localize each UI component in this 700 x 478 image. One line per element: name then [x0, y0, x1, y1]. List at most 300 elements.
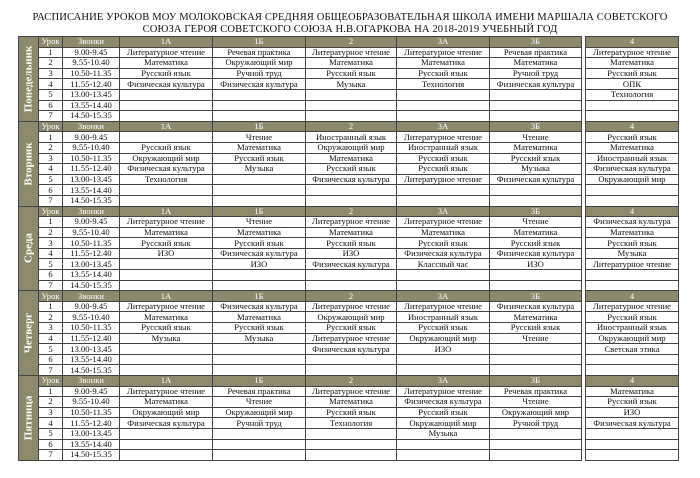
subject-cell: Математика: [490, 312, 582, 323]
day-header-row: [19, 291, 679, 302]
subject-cell: Иностранный язык: [586, 153, 679, 164]
subject-cell: [213, 100, 306, 111]
day-name: Понедельник: [22, 45, 34, 113]
lesson-row: [19, 439, 679, 450]
lesson-time: 9.00-9.45: [63, 386, 120, 397]
lesson-time: 9.00-9.45: [63, 132, 120, 143]
subject-cell: Математика: [490, 142, 582, 153]
subject-cell: Физическая культура: [213, 248, 306, 259]
subject-cell: Русский язык: [306, 164, 397, 175]
subject-cell: Физическая культура: [306, 259, 397, 270]
class-header: 1Б: [213, 291, 306, 302]
class-header: 4: [586, 206, 679, 217]
subject-cell: Окружающий мир: [397, 333, 490, 344]
lesson-row: [19, 397, 679, 408]
subject-cell: [306, 111, 397, 122]
lesson-number: 6: [39, 100, 63, 111]
lesson-row: [19, 354, 679, 365]
subject-cell: [490, 89, 582, 100]
subject-cell: [213, 111, 306, 122]
class-header: 3А: [397, 121, 490, 132]
lesson-time: 9.55-10.40: [63, 397, 120, 408]
subject-cell: Физическая культура: [586, 164, 679, 175]
subject-cell: ИЗО: [213, 259, 306, 270]
lesson-time: 9.00-9.45: [63, 301, 120, 312]
subject-cell: Литературное чтение: [397, 217, 490, 228]
subject-cell: [306, 450, 397, 461]
lesson-row: [19, 386, 679, 397]
lesson-number: 7: [39, 111, 63, 122]
lesson-number: 1: [39, 386, 63, 397]
subject-cell: Математика: [586, 227, 679, 238]
subject-cell: Чтение: [213, 217, 306, 228]
lesson-number: 7: [39, 195, 63, 206]
subject-cell: [306, 428, 397, 439]
subject-cell: Математика: [397, 58, 490, 69]
lesson-number: 1: [39, 47, 63, 58]
subject-cell: Русский язык: [586, 397, 679, 408]
day-header-row: [19, 376, 679, 387]
lesson-row: [19, 153, 679, 164]
lesson-time: 10.50-11.35: [63, 238, 120, 249]
class-header: 4: [586, 37, 679, 48]
subject-cell: Технология: [306, 418, 397, 429]
subject-cell: ИЗО: [586, 407, 679, 418]
subject-cell: Речевая практика: [490, 386, 582, 397]
subject-cell: Литературное чтение: [397, 174, 490, 185]
subject-cell: Физическая культура: [213, 79, 306, 90]
class-header: 3А: [397, 376, 490, 387]
lesson-row: [19, 227, 679, 238]
subject-cell: Физическая культура: [306, 174, 397, 185]
subject-cell: Математика: [586, 142, 679, 153]
schedule-title-line1: РАСПИСАНИЕ УРОКОВ МОУ МОЛОКОВСКАЯ СРЕДНЯЯ ОБЩЕОБРАЗОВАТЕЛЬНАЯ ШКОЛА ИМЕНИ МАРШАЛА СОВЕТСКОГО: [32, 12, 668, 23]
subject-cell: Русский язык: [306, 407, 397, 418]
subject-cell: Классный час: [397, 259, 490, 270]
subject-cell: Русский язык: [306, 323, 397, 334]
lesson-number: 3: [39, 323, 63, 334]
lesson-row: [19, 428, 679, 439]
subject-cell: Литературное чтение: [397, 386, 490, 397]
lesson-time: 10.50-11.35: [63, 323, 120, 334]
subject-cell: [120, 428, 213, 439]
lesson-row: [19, 333, 679, 344]
subject-cell: Литературное чтение: [120, 217, 213, 228]
subject-cell: [213, 89, 306, 100]
subject-cell: [213, 185, 306, 196]
subject-cell: Литературное чтение: [397, 47, 490, 58]
subject-cell: Математика: [586, 386, 679, 397]
subject-cell: Математика: [213, 142, 306, 153]
lesson-number: 3: [39, 407, 63, 418]
lesson-time: 13.55-14.40: [63, 185, 120, 196]
lesson-number: 4: [39, 164, 63, 175]
class-header: 3Б: [490, 291, 582, 302]
subject-cell: Физическая культура: [586, 418, 679, 429]
bells-header: Звонки: [63, 291, 120, 302]
subject-cell: Иностранный язык: [306, 132, 397, 143]
day-name: Вторник: [22, 142, 34, 186]
class-header: 3Б: [490, 121, 582, 132]
subject-cell: Литературное чтение: [306, 386, 397, 397]
subject-cell: Математика: [120, 227, 213, 238]
subject-cell: [490, 111, 582, 122]
subject-cell: Окружающий мир: [586, 174, 679, 185]
subject-cell: Русский язык: [397, 153, 490, 164]
lesson-time: 10.50-11.35: [63, 407, 120, 418]
subject-cell: [306, 439, 397, 450]
subject-cell: ОПК: [586, 79, 679, 90]
lesson-time: 11.55-12.40: [63, 79, 120, 90]
subject-cell: Физическая культура: [120, 418, 213, 429]
lesson-time: 9.00-9.45: [63, 217, 120, 228]
subject-cell: Иностранный язык: [586, 323, 679, 334]
subject-cell: Русский язык: [213, 323, 306, 334]
subject-cell: [490, 439, 582, 450]
day-header-row: [19, 206, 679, 217]
bells-header: Звонки: [63, 206, 120, 217]
bells-header: Звонки: [63, 37, 120, 48]
subject-cell: Ручной труд: [213, 418, 306, 429]
lesson-time: 11.55-12.40: [63, 333, 120, 344]
subject-cell: Физическая культура: [306, 344, 397, 355]
day-header-row: [19, 121, 679, 132]
class-header: 2: [306, 121, 397, 132]
subject-cell: Музыка: [397, 428, 490, 439]
day-label: [19, 37, 39, 122]
lesson-number: 1: [39, 301, 63, 312]
subject-cell: Русский язык: [397, 164, 490, 175]
subject-cell: Русский язык: [490, 323, 582, 334]
subject-cell: Физическая культура: [490, 174, 582, 185]
lesson-row: [19, 418, 679, 429]
lesson-number: 1: [39, 217, 63, 228]
subject-cell: Математика: [306, 397, 397, 408]
lesson-time: 13.55-14.40: [63, 270, 120, 281]
lesson-number: 5: [39, 174, 63, 185]
subject-cell: [397, 270, 490, 281]
lesson-row: [19, 47, 679, 58]
lesson-row: [19, 259, 679, 270]
lesson-row: [19, 89, 679, 100]
subject-cell: [490, 450, 582, 461]
lesson-row: [19, 79, 679, 90]
subject-cell: [490, 354, 582, 365]
subject-cell: Математика: [586, 58, 679, 69]
lesson-time: 13.00-13.45: [63, 174, 120, 185]
subject-cell: Ручной труд: [490, 68, 582, 79]
day-name: Пятница: [22, 395, 34, 441]
subject-cell: Окружающий мир: [490, 407, 582, 418]
lesson-row: [19, 132, 679, 143]
class-header: 4: [586, 291, 679, 302]
lesson-time: 10.50-11.35: [63, 153, 120, 164]
schedule-title-line2: СОЮЗА ГЕРОЯ СОВЕТСКОГО СОЮЗА Н.В.ОГАРКОВА НА 2018-2019 УЧЕБНЫЙ ГОД: [142, 24, 558, 35]
lesson-number: 6: [39, 439, 63, 450]
subject-cell: Русский язык: [306, 68, 397, 79]
lesson-time: 9.55-10.40: [63, 312, 120, 323]
class-header: 4: [586, 121, 679, 132]
subject-cell: Литературное чтение: [120, 301, 213, 312]
subject-cell: [213, 365, 306, 376]
subject-cell: [306, 185, 397, 196]
class-header: 2: [306, 37, 397, 48]
subject-cell: [120, 111, 213, 122]
class-header: 3Б: [490, 37, 582, 48]
subject-cell: Русский язык: [490, 238, 582, 249]
subject-cell: Математика: [213, 227, 306, 238]
lesson-row: [19, 185, 679, 196]
subject-cell: Физическая культура: [120, 79, 213, 90]
subject-cell: Речевая практика: [213, 47, 306, 58]
class-header: 3А: [397, 37, 490, 48]
lesson-time: 11.55-12.40: [63, 164, 120, 175]
subject-cell: Физическая культура: [586, 217, 679, 228]
class-header: 4: [586, 376, 679, 387]
subject-cell: Литературное чтение: [306, 47, 397, 58]
subject-cell: Технология: [586, 89, 679, 100]
bells-header: Звонки: [63, 121, 120, 132]
subject-cell: [397, 354, 490, 365]
timetable: [18, 36, 679, 461]
class-header: 1А: [120, 206, 213, 217]
subject-cell: Окружающий мир: [120, 153, 213, 164]
lesson-number: 6: [39, 185, 63, 196]
lesson-number: 3: [39, 238, 63, 249]
class-header: 1А: [120, 37, 213, 48]
subject-cell: [490, 100, 582, 111]
subject-cell: Литературное чтение: [397, 301, 490, 312]
subject-cell: [397, 280, 490, 291]
subject-cell: [490, 195, 582, 206]
subject-cell: Музыка: [213, 164, 306, 175]
subject-cell: Окружающий мир: [397, 418, 490, 429]
subject-cell: Русский язык: [120, 142, 213, 153]
bells-header: Звонки: [63, 376, 120, 387]
subject-cell: Музыка: [586, 248, 679, 259]
lesson-time: 14.50-15.35: [63, 280, 120, 291]
subject-cell: Светская этика: [586, 344, 679, 355]
subject-cell: Русский язык: [586, 68, 679, 79]
subject-cell: Технология: [120, 174, 213, 185]
subject-cell: Математика: [306, 153, 397, 164]
subject-cell: [213, 354, 306, 365]
subject-cell: [306, 354, 397, 365]
subject-cell: Русский язык: [397, 407, 490, 418]
subject-cell: Математика: [120, 58, 213, 69]
subject-cell: ИЗО: [120, 248, 213, 259]
subject-cell: [306, 365, 397, 376]
subject-cell: [120, 280, 213, 291]
subject-cell: [586, 365, 679, 376]
class-header: 1А: [120, 121, 213, 132]
lesson-number: 7: [39, 365, 63, 376]
lesson-number: 4: [39, 333, 63, 344]
subject-cell: [213, 428, 306, 439]
subject-cell: [213, 270, 306, 281]
subject-cell: [586, 100, 679, 111]
lesson-header: Урок: [39, 291, 63, 302]
class-header: 3А: [397, 206, 490, 217]
subject-cell: Литературное чтение: [586, 301, 679, 312]
subject-cell: Русский язык: [397, 238, 490, 249]
subject-cell: [213, 439, 306, 450]
subject-cell: [306, 195, 397, 206]
lesson-number: 5: [39, 344, 63, 355]
subject-cell: Литературное чтение: [586, 47, 679, 58]
class-header: 1Б: [213, 376, 306, 387]
class-header: 2: [306, 206, 397, 217]
subject-cell: Окружающий мир: [120, 407, 213, 418]
lesson-number: 2: [39, 312, 63, 323]
class-header: 3Б: [490, 376, 582, 387]
lesson-time: 13.55-14.40: [63, 100, 120, 111]
subject-cell: Музыка: [490, 164, 582, 175]
subject-cell: Чтение: [490, 333, 582, 344]
subject-cell: [306, 270, 397, 281]
lesson-number: 5: [39, 428, 63, 439]
lesson-number: 4: [39, 79, 63, 90]
subject-cell: Литературное чтение: [306, 301, 397, 312]
subject-cell: [120, 100, 213, 111]
subject-cell: Иностранный язык: [397, 142, 490, 153]
lesson-number: 6: [39, 354, 63, 365]
lesson-number: 7: [39, 280, 63, 291]
lesson-row: [19, 301, 679, 312]
subject-cell: ИЗО: [306, 248, 397, 259]
lesson-time: 9.55-10.40: [63, 142, 120, 153]
lesson-time: 9.55-10.40: [63, 58, 120, 69]
lesson-row: [19, 450, 679, 461]
class-header: 3Б: [490, 206, 582, 217]
subject-cell: [490, 365, 582, 376]
lesson-row: [19, 174, 679, 185]
lesson-row: [19, 270, 679, 281]
class-header: 1Б: [213, 37, 306, 48]
subject-cell: Окружающий мир: [213, 58, 306, 69]
subject-cell: Музыка: [120, 333, 213, 344]
subject-cell: [586, 111, 679, 122]
lesson-time: 14.50-15.35: [63, 195, 120, 206]
subject-cell: [397, 185, 490, 196]
lesson-header: Урок: [39, 206, 63, 217]
subject-cell: Математика: [306, 227, 397, 238]
day-name: Четверг: [22, 312, 34, 354]
day-label: [19, 121, 39, 206]
lesson-number: 2: [39, 58, 63, 69]
lesson-row: [19, 407, 679, 418]
day-name: Среда: [22, 233, 34, 264]
lesson-header: Урок: [39, 376, 63, 387]
lesson-number: 5: [39, 259, 63, 270]
subject-cell: Чтение: [213, 397, 306, 408]
subject-cell: Литературное чтение: [120, 47, 213, 58]
subject-cell: Физическая культура: [397, 248, 490, 259]
lesson-time: 11.55-12.40: [63, 248, 120, 259]
subject-cell: Литературное чтение: [306, 217, 397, 228]
subject-cell: Литературное чтение: [306, 333, 397, 344]
subject-cell: Окружающий мир: [213, 407, 306, 418]
subject-cell: Математика: [120, 397, 213, 408]
lesson-time: 11.55-12.40: [63, 418, 120, 429]
lesson-row: [19, 100, 679, 111]
lesson-time: 13.55-14.40: [63, 354, 120, 365]
subject-cell: Русский язык: [306, 238, 397, 249]
subject-cell: [490, 344, 582, 355]
subject-cell: [397, 365, 490, 376]
subject-cell: [586, 354, 679, 365]
lesson-row: [19, 312, 679, 323]
lesson-row: [19, 58, 679, 69]
lesson-number: 5: [39, 89, 63, 100]
lesson-time: 9.55-10.40: [63, 227, 120, 238]
day-label: [19, 291, 39, 376]
subject-cell: Физическая культура: [397, 397, 490, 408]
subject-cell: Физическая культура: [490, 248, 582, 259]
subject-cell: [120, 365, 213, 376]
subject-cell: [397, 195, 490, 206]
subject-cell: Русский язык: [397, 323, 490, 334]
subject-cell: Русский язык: [213, 238, 306, 249]
lesson-time: 13.00-13.45: [63, 344, 120, 355]
subject-cell: Русский язык: [120, 238, 213, 249]
subject-cell: Физическая культура: [213, 301, 306, 312]
subject-cell: Литературное чтение: [120, 386, 213, 397]
subject-cell: Речевая практика: [490, 47, 582, 58]
lesson-time: 14.50-15.35: [63, 365, 120, 376]
subject-cell: [586, 270, 679, 281]
subject-cell: Физическая культура: [490, 79, 582, 90]
lesson-number: 4: [39, 248, 63, 259]
subject-cell: [120, 344, 213, 355]
subject-cell: [120, 354, 213, 365]
subject-cell: Русский язык: [213, 153, 306, 164]
subject-cell: [120, 195, 213, 206]
subject-cell: [397, 439, 490, 450]
subject-cell: Русский язык: [490, 153, 582, 164]
subject-cell: [586, 439, 679, 450]
subject-cell: [120, 89, 213, 100]
subject-cell: [397, 450, 490, 461]
subject-cell: [586, 428, 679, 439]
subject-cell: [120, 259, 213, 270]
lesson-time: 13.00-13.45: [63, 428, 120, 439]
lesson-row: [19, 217, 679, 228]
lesson-row: [19, 238, 679, 249]
subject-cell: Иностранный язык: [397, 312, 490, 323]
subject-cell: Чтение: [213, 132, 306, 143]
subject-cell: Литературное чтение: [586, 259, 679, 270]
lesson-row: [19, 111, 679, 122]
subject-cell: ИЗО: [397, 344, 490, 355]
subject-cell: Ручной труд: [490, 418, 582, 429]
lesson-row: [19, 164, 679, 175]
lesson-row: [19, 142, 679, 153]
lesson-row: [19, 68, 679, 79]
lesson-row: [19, 248, 679, 259]
class-header: 2: [306, 291, 397, 302]
subject-cell: [120, 270, 213, 281]
lesson-number: 2: [39, 227, 63, 238]
lesson-row: [19, 344, 679, 355]
lesson-row: [19, 323, 679, 334]
class-header: 1Б: [213, 206, 306, 217]
lesson-header: Урок: [39, 37, 63, 48]
lesson-row: [19, 365, 679, 376]
class-header: 2: [306, 376, 397, 387]
lesson-row: [19, 195, 679, 206]
lesson-row: [19, 280, 679, 291]
